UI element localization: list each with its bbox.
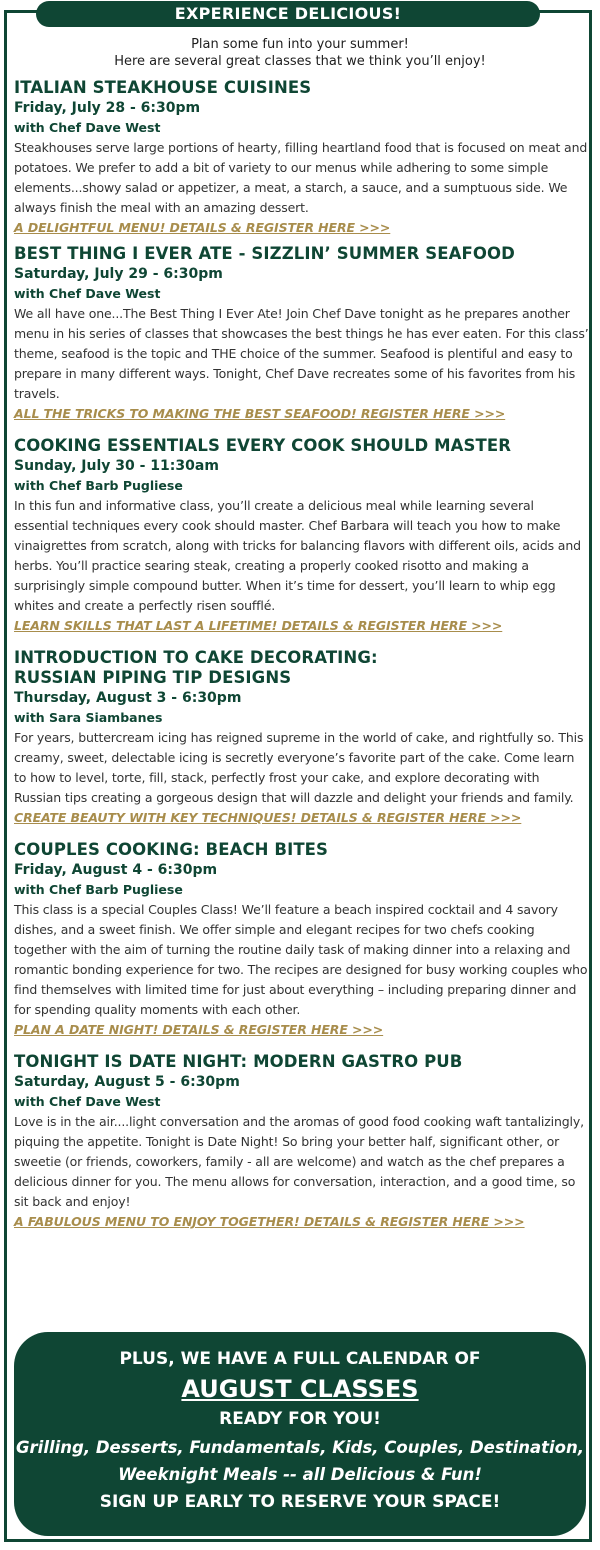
class-title: COOKING ESSENTIALS EVERY COOK SHOULD MASTER xyxy=(14,436,512,455)
class-item xyxy=(14,78,590,238)
class-chef: with Chef Dave West xyxy=(14,286,161,301)
class-register-link[interactable]: LEARN SKILLS THAT LAST A LIFETIME! DETAILS & REGISTER HERE >>> xyxy=(14,618,503,633)
class-register-link[interactable]: A FABULOUS MENU TO ENJOY TOGETHER! DETAILS & REGISTER HERE >>> xyxy=(14,1214,525,1229)
class-date: Friday, August 4 - 6:30pm xyxy=(14,862,218,878)
class-date: Saturday, July 29 - 6:30pm xyxy=(14,266,223,282)
class-description: In this fun and informative class, you’ll create a delicious meal while learning several essential techniques every cook should master. Chef Barbara will teach you how to make vinaigrettes from scratch, along with tricks for balancing flavors with different oils, acids and herbs. You’ll practice searing steak, creating a properly cooked risotto and making a surprisingly simple compound butter. When it’s time for dessert, you’ll learn to whip egg whites and create a perfectly risen soufflé. xyxy=(14,498,581,613)
intro-line-1: Plan some fun into your summer! xyxy=(191,37,409,52)
class-register-link[interactable]: CREATE BEAUTY WITH KEY TECHNIQUES! DETAILS & REGISTER HERE >>> xyxy=(14,810,522,825)
class-date: Thursday, August 3 - 6:30pm xyxy=(14,690,242,706)
class-title: INTRODUCTION TO CAKE DECORATING: xyxy=(14,648,378,667)
promo-august-classes[interactable]: AUGUST CLASSES xyxy=(181,1375,419,1403)
class-item xyxy=(14,840,590,1040)
class-chef: with Chef Dave West xyxy=(14,1094,161,1109)
class-title: TONIGHT IS DATE NIGHT: MODERN GASTRO PUB xyxy=(14,1052,463,1071)
promo-categories: Grilling, Desserts, Fundamentals, Kids, Couples, Destination, Weeknight Meals -- all Delicious & Fun! xyxy=(15,1438,585,1484)
class-chef: with Chef Dave West xyxy=(14,120,161,135)
class-chef: with Sara Siambanes xyxy=(14,710,163,725)
class-list xyxy=(14,78,590,1232)
promo-headline: PLUS, WE HAVE A FULL CALENDAR OF xyxy=(119,1349,481,1369)
class-item xyxy=(14,1052,590,1232)
class-description: Steakhouses serve large portions of hearty, filling heartland food that is focused on meat and potatoes. We prefer to add a bit of variety to our menus while adhering to some simple elements...showy salad or appetizer, a meat, a starch, a sauce, and a sumptuous side. We always finish the meal with an amazing dessert. xyxy=(14,140,588,215)
promo-ready: READY FOR YOU! xyxy=(219,1409,381,1429)
class-date: Sunday, July 30 - 11:30am xyxy=(14,458,219,474)
class-title: COUPLES COOKING: BEACH BITES xyxy=(14,840,329,859)
class-chef: with Chef Barb Pugliese xyxy=(14,882,183,897)
class-item xyxy=(14,436,590,636)
class-register-link[interactable]: PLAN A DATE NIGHT! DETAILS & REGISTER HERE >>> xyxy=(14,1022,384,1037)
intro-line-2: Here are several great classes that we think you’ll enjoy! xyxy=(114,54,486,69)
promo-signup: SIGN UP EARLY TO RESERVE YOUR SPACE! xyxy=(99,1492,501,1512)
class-date: Friday, July 28 - 6:30pm xyxy=(14,100,201,116)
august-calendar-promo[interactable] xyxy=(14,1332,586,1536)
class-item xyxy=(14,244,590,424)
class-title-line-2: RUSSIAN PIPING TIP DESIGNS xyxy=(14,668,292,687)
class-title: ITALIAN STEAKHOUSE CUISINES xyxy=(14,78,312,97)
class-description: For years, buttercream icing has reigned supreme in the world of cake, and rightfully so. This creamy, sweet, delectable icing is secretly everyone’s favorite part of the cake. Come learn to how to level, torte, fill, stack, perfectly frost your cake, and explore decorating with Russian tips creating a gorgeous design that will dazzle and delight your friends and family. xyxy=(14,730,584,805)
class-chef: with Chef Barb Pugliese xyxy=(14,478,183,493)
class-item xyxy=(14,648,590,828)
class-description: Love is in the air....light conversation and the aromas of good food cooking waft tantalizingly, piquing the appetite. Tonight is Date Night! So bring your better half, significant other, or sweetie (or friends, coworkers, family - all are welcome) and watch as the chef prepares a delicious dinner for you. The menu allows for conversation, interaction, and a good time, so sit back and enjoy! xyxy=(14,1114,584,1209)
class-title: BEST THING I EVER ATE - SIZZLIN’ SUMMER SEAFOOD xyxy=(14,244,515,263)
class-register-link[interactable]: A DELIGHTFUL MENU! DETAILS & REGISTER HERE >>> xyxy=(14,220,391,235)
class-description: This class is a special Couples Class! We’ll feature a beach inspired cocktail and 4 savory dishes, and a sweet finish. We offer simple and elegant recipes for two chefs cooking together with the aim of turning the routine daily task of making dinner into a relaxing and romantic bonding experience for two. The recipes are designed for busy working couples who find themselves with limited time for just about everything – including preparing dinner and for spending quality moments with each other. xyxy=(14,902,588,1017)
class-date: Saturday, August 5 - 6:30pm xyxy=(14,1074,240,1090)
page-banner: EXPERIENCE DELICIOUS! xyxy=(36,1,540,27)
intro xyxy=(0,36,600,70)
class-register-link[interactable]: ALL THE TRICKS TO MAKING THE BEST SEAFOOD! REGISTER HERE >>> xyxy=(14,406,506,421)
class-description: We all have one...The Best Thing I Ever Ate! Join Chef Dave tonight as he prepares another menu in his series of classes that showcases the best things he has ever eaten. For this class’ theme, seafood is the topic and THE choice of the summer. Seafood is plentiful and easy to prepare in many different ways. Tonight, Chef Dave recreates some of his favorites from his travels. xyxy=(14,306,589,401)
